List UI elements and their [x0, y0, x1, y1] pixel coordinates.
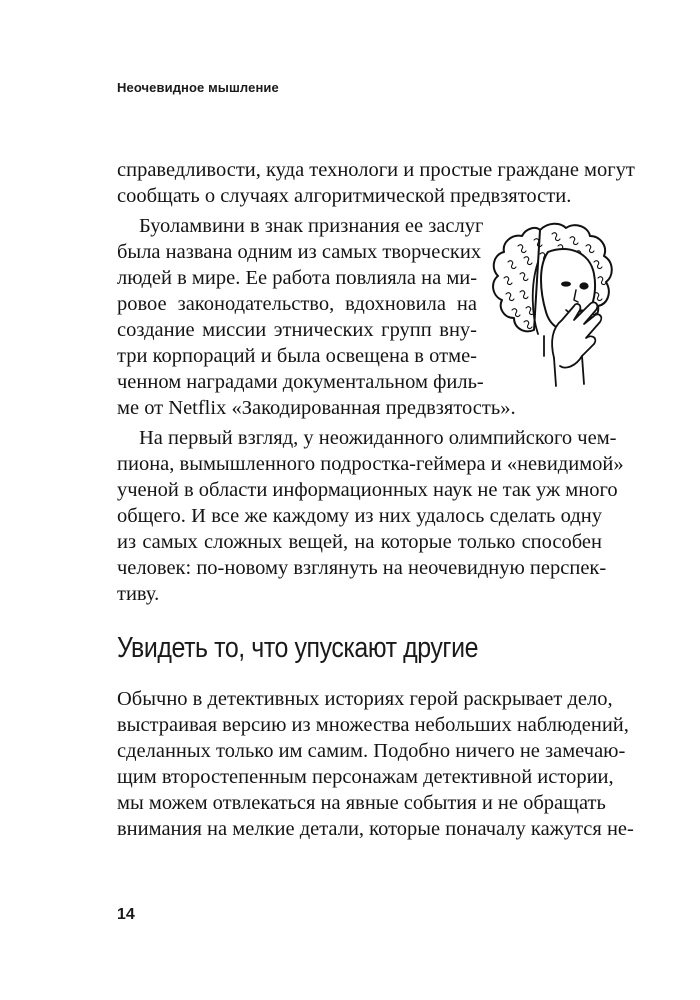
text-line: людей в мире. Ее работа повлияла на ми- — [117, 267, 478, 289]
section-heading: Увидеть то, что упускают другие — [117, 632, 479, 664]
text-line: мы можем отвлекаться на явные события и не обращать — [117, 792, 606, 814]
text-line: ученой в области информационных наук не так уж много — [117, 479, 618, 501]
text-line: внимания на мелкие детали, которые поначалу кажутся не- — [117, 818, 634, 840]
running-head: Неочевидное мышление — [117, 80, 279, 95]
text-line: из самых сложных вещей, на которые только способен — [117, 531, 602, 553]
text-line: создание миссии этнических групп вну- — [117, 319, 477, 341]
text-line: общего. И все же каждому из них удалось сделать одну — [117, 505, 602, 527]
text-line: сообщать о случаях алгоритмической предвзятости. — [117, 185, 572, 207]
page-number: 14 — [117, 906, 135, 923]
text-line: На первый взгляд, у неожиданного олимпийского чем- — [139, 427, 617, 449]
text-line: три корпораций и была освещена в отме- — [117, 345, 477, 367]
text-line: Обычно в детективных историях герой раскрывает дело, — [117, 688, 613, 710]
text-line: пиона, вымышленного подростка-геймера и «невидимой» — [117, 453, 624, 475]
mask-portrait-icon — [478, 216, 628, 392]
text-line: справедливости, куда технологи и простые граждане могут — [117, 159, 635, 181]
text-line: выстраивая версию из множества небольших наблюдений, — [117, 714, 629, 736]
text-line: была названа одним из самых творческих — [117, 241, 482, 263]
text-line: сделанных только им самим. Подобно ничего не замечаю- — [117, 740, 626, 762]
text-line: ченном наградами документальном филь- — [117, 371, 484, 393]
text-line: ме от Netflix «Закодированная предвзятость». — [117, 397, 516, 419]
text-line: ровое законодательство, вдохновила на — [117, 293, 477, 315]
text-line: тиву. — [117, 583, 160, 605]
text-line: щим второстепенным персонажам детективной истории, — [117, 766, 614, 788]
text-line: человек: по-новому взглянуть на неочевидную перспек- — [117, 557, 607, 579]
text-line: Буоламвини в знак признания ее заслуг — [139, 215, 484, 237]
